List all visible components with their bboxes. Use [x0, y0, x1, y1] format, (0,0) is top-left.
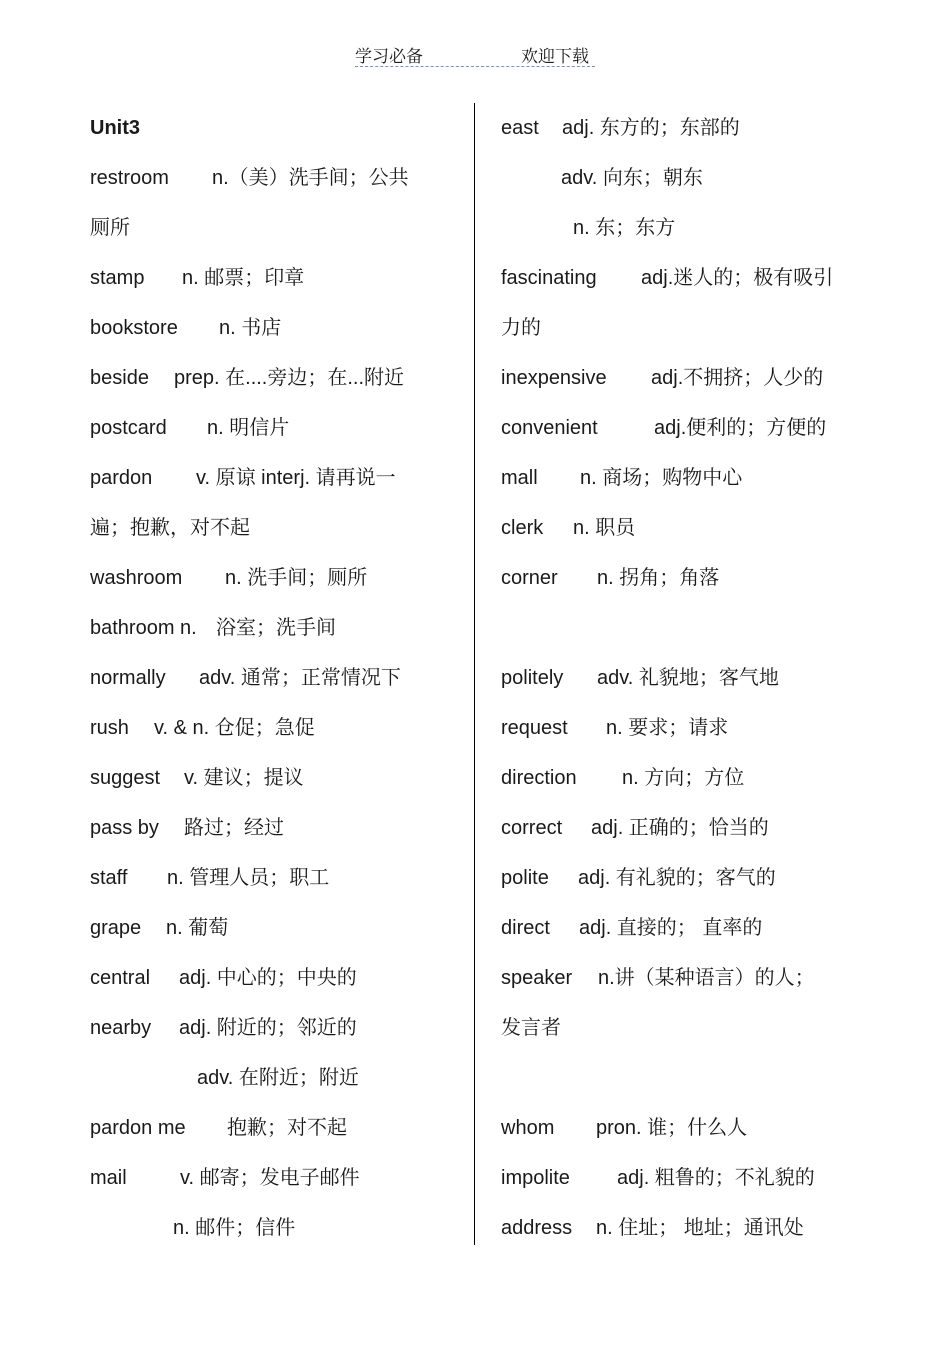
vocab-entry	[90, 453, 460, 503]
vocab-entry	[90, 153, 460, 203]
vocab-definition: adj. 正确的；恰当的	[591, 817, 769, 839]
vocab-word: suggest	[90, 767, 161, 789]
vocab-word: postcard	[90, 417, 167, 439]
header-right-text: 欢迎下载	[521, 47, 589, 67]
vocab-entry	[90, 753, 460, 803]
blank-line	[501, 603, 871, 653]
vocab-word: pass by	[90, 817, 159, 839]
vocab-definition: n. 商场；购物中心	[580, 467, 743, 489]
vocab-definition-cont: 力的	[501, 317, 541, 339]
vocab-entry	[90, 353, 460, 403]
vocab-entry	[501, 353, 871, 403]
vocab-definition: adj. 直接的； 直率的	[579, 917, 763, 939]
vocab-word: mall	[501, 467, 538, 489]
vocab-definition: adj. 中心的；中央的	[179, 967, 357, 989]
vocab-extra-sense	[501, 203, 871, 253]
vocab-definition: 抱歉；对不起	[227, 1117, 347, 1139]
vocab-entry	[501, 1103, 871, 1153]
blank-line	[501, 1053, 871, 1103]
vocab-definition: 路过；经过	[184, 817, 284, 839]
vocab-definition: v. & n. 仓促；急促	[154, 717, 315, 739]
vocab-continuation	[501, 1003, 871, 1053]
vocab-entry	[501, 253, 871, 303]
vocab-word: politely	[501, 667, 564, 689]
vocab-definition: v. 邮寄；发电子邮件	[180, 1167, 360, 1189]
vocab-definition: adv. 通常；正常情况下	[199, 667, 401, 689]
vocab-word: whom	[501, 1117, 555, 1139]
vocab-word: request	[501, 717, 568, 739]
page-header	[355, 40, 595, 67]
vocab-entry	[90, 903, 460, 953]
vocab-word: restroom	[90, 167, 169, 189]
vocab-entry	[501, 453, 871, 503]
vocab-entry	[501, 103, 871, 153]
vocab-definition: adj.不拥挤；人少的	[651, 367, 824, 389]
vocab-definition: 浴室；洗手间	[216, 617, 336, 639]
vocab-word: mail	[90, 1167, 127, 1189]
vocab-entry	[90, 553, 460, 603]
column-divider	[474, 103, 475, 1245]
vocab-word: convenient	[501, 417, 598, 439]
vocab-definition: adj.迷人的；极有吸引	[641, 267, 834, 289]
vocab-entry	[90, 853, 460, 903]
vocab-word: beside	[90, 367, 149, 389]
vocab-word: rush	[90, 717, 129, 739]
vocab-definition: adv. 在附近；附近	[197, 1067, 359, 1089]
vocab-word: bookstore	[90, 317, 178, 339]
vocab-word: bathroom n.	[90, 617, 197, 639]
vocab-definition: pron. 谁；什么人	[596, 1117, 748, 1139]
vocab-entry	[501, 403, 871, 453]
vocab-word: east	[501, 117, 539, 139]
vocab-extra-sense	[501, 153, 871, 203]
vocab-entry	[501, 703, 871, 753]
vocab-word: direction	[501, 767, 577, 789]
vocab-word: speaker	[501, 967, 573, 989]
vocab-word: pardon me	[90, 1117, 186, 1139]
vocab-entry	[501, 653, 871, 703]
vocab-entry	[90, 1153, 460, 1203]
left-column	[90, 103, 460, 1253]
vocab-definition: n. 东；东方	[573, 217, 676, 239]
vocab-definition: n. 洗手间；厕所	[225, 567, 368, 589]
vocab-entry	[90, 603, 460, 653]
vocab-extra-sense	[90, 1053, 460, 1103]
vocab-word: staff	[90, 867, 128, 889]
vocab-definition: adj. 东方的；东部的	[562, 117, 740, 139]
vocab-definition: n. 邮件；信件	[173, 1217, 296, 1239]
vocab-word: grape	[90, 917, 142, 939]
vocab-word: direct	[501, 917, 550, 939]
vocab-definition-cont: 厕所	[90, 217, 130, 239]
vocab-entry	[501, 953, 871, 1003]
vocab-definition: adj.便利的；方便的	[654, 417, 827, 439]
vocab-entry	[501, 903, 871, 953]
vocab-definition: prep. 在....旁边；在...附近	[174, 367, 405, 389]
vocab-definition: n. 葡萄	[166, 917, 229, 939]
vocab-word: clerk	[501, 517, 544, 539]
vocab-definition: n. 职员	[573, 517, 636, 539]
vocab-entry	[90, 1003, 460, 1053]
vocab-word: corner	[501, 567, 558, 589]
vocab-definition: adv. 向东；朝东	[561, 167, 703, 189]
vocab-word: polite	[501, 867, 549, 889]
vocab-word: normally	[90, 667, 166, 689]
vocab-definition: adj. 有礼貌的；客气的	[578, 867, 776, 889]
vocab-entry	[501, 503, 871, 553]
vocab-entry	[90, 403, 460, 453]
vocab-definition: n. 管理人员；职工	[167, 867, 330, 889]
vocab-entry	[501, 753, 871, 803]
vocab-definition-cont: 遍；抱歉，对不起	[90, 517, 250, 539]
vocab-definition: n.（美）洗手间；公共	[212, 167, 409, 189]
vocab-entry	[90, 803, 460, 853]
vocab-continuation	[501, 303, 871, 353]
vocab-definition: n. 要求；请求	[606, 717, 729, 739]
vocab-word: nearby	[90, 1017, 152, 1039]
vocab-word: inexpensive	[501, 367, 607, 389]
vocab-word: pardon	[90, 467, 153, 489]
vocab-word: washroom	[90, 567, 183, 589]
vocab-definition: n. 拐角；角落	[597, 567, 720, 589]
vocab-definition: adj. 附近的；邻近的	[179, 1017, 357, 1039]
vocab-entry	[90, 953, 460, 1003]
vocab-definition: n. 书店	[219, 317, 282, 339]
vocab-definition: n. 邮票；印章	[182, 267, 305, 289]
vocab-definition: n. 明信片	[207, 417, 290, 439]
vocab-entry	[90, 703, 460, 753]
vocab-word: stamp	[90, 267, 145, 289]
vocab-continuation	[90, 503, 460, 553]
vocab-word: address	[501, 1217, 573, 1239]
vocab-entry	[501, 803, 871, 853]
vocab-entry	[501, 1153, 871, 1203]
vocab-word: central	[90, 967, 151, 989]
vocab-definition: n.讲（某种语言）的人；	[598, 967, 815, 989]
vocab-entry	[501, 853, 871, 903]
vocab-definition: adj. 粗鲁的；不礼貌的	[617, 1167, 815, 1189]
vocab-definition: v. 原谅 interj. 请再说一	[196, 467, 396, 489]
vocab-continuation	[90, 203, 460, 253]
vocab-entry	[501, 1203, 871, 1253]
vocab-entry	[501, 553, 871, 603]
vocab-entry	[90, 1103, 460, 1153]
right-column	[501, 103, 871, 1253]
vocab-extra-sense	[90, 1203, 460, 1253]
vocab-word: impolite	[501, 1167, 570, 1189]
vocab-definition-cont: 发言者	[501, 1017, 561, 1039]
vocab-word: fascinating	[501, 267, 597, 289]
vocab-definition: adv. 礼貌地；客气地	[597, 667, 779, 689]
vocab-definition: n. 方向；方位	[622, 767, 745, 789]
header-left-text: 学习必备	[355, 47, 423, 67]
vocab-entry	[90, 253, 460, 303]
vocab-definition: v. 建议；提议	[184, 767, 304, 789]
vocab-definition: n. 住址； 地址；通讯处	[596, 1217, 804, 1239]
vocab-entry	[90, 303, 460, 353]
unit-title: Unit3	[90, 117, 140, 139]
vocab-word: correct	[501, 817, 563, 839]
vocab-entry	[90, 653, 460, 703]
